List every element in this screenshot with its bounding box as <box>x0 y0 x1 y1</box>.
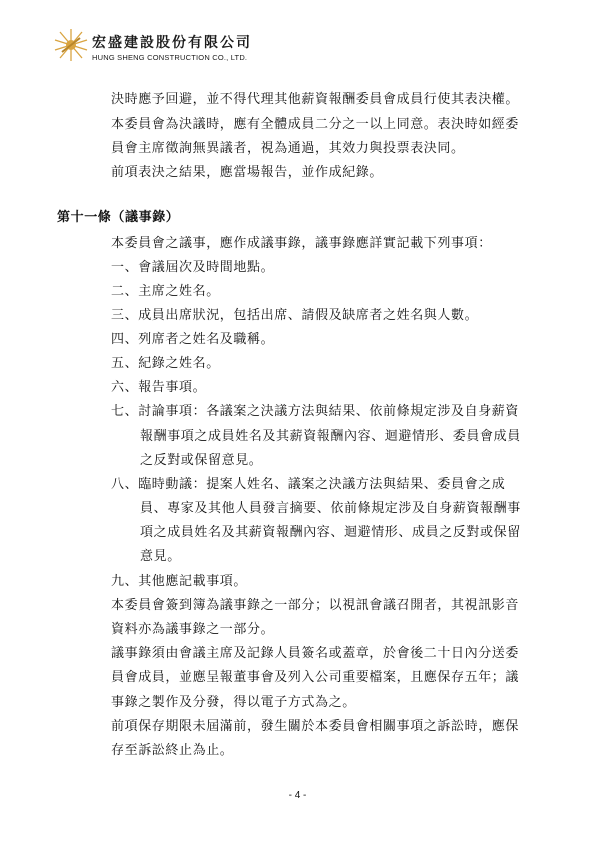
article-title: 第十一條（議事錄） <box>57 210 180 225</box>
list-item: 二、主席之姓名。 <box>111 284 220 299</box>
list-item: 八、臨時動議：提案人姓名、議案之決議方法與結果、委員會之成 <box>111 477 506 492</box>
company-name-english: HUNG SHENG CONSTRUCTION CO., LTD. <box>92 53 248 62</box>
body-line: 事錄之製作及分發，得以電子方式為之。 <box>111 695 356 710</box>
document-header <box>54 28 294 68</box>
body-line: 員會成員，並應呈報董事會及列入公司重要檔案，且應保存五年；議 <box>111 670 520 685</box>
list-item: 九、其他應記載事項。 <box>111 574 248 589</box>
page-number: - 4 - <box>288 790 307 801</box>
body-line: 本委員會之議事，應作成議事錄，議事錄應詳實記載下列事項： <box>111 236 492 251</box>
body-line: 本委員會為決議時，應有全體成員二分之一以上同意。表決時如經委 <box>111 117 520 132</box>
list-item-continuation: 之反對或保留意見。 <box>140 453 263 468</box>
list-item: 三、成員出席狀況，包括出席、請假及缺席者之姓名與人數。 <box>111 308 479 323</box>
list-item-continuation: 報酬事項之成員姓名及其薪資報酬內容、迴避情形、委員會成員 <box>140 429 521 444</box>
body-line: 決時應予回避，並不得代理其他薪資報酬委員會成員行使其表決權。 <box>111 92 520 107</box>
list-item: 六、報告事項。 <box>111 380 207 395</box>
list-item-continuation: 意見。 <box>140 549 181 564</box>
body-line: 員會主席徵詢無異議者，視為通過，其效力與投票表決同。 <box>111 141 465 156</box>
body-line: 本委員會簽到簿為議事錄之一部分；以視訊會議召開者，其視訊影音 <box>111 598 520 613</box>
list-item: 一、會議屆次及時間地點。 <box>111 260 275 275</box>
list-item: 四、列席者之姓名及職稱。 <box>111 332 275 347</box>
body-line: 前項表決之結果，應當場報告，並作成紀錄。 <box>111 165 384 180</box>
company-name-chinese: 宏盛建設股份有限公司 <box>92 35 252 51</box>
sunburst-logo-icon <box>54 28 88 62</box>
body-line: 議事錄須由會議主席及記錄人員簽名或蓋章，於會後二十日內分送委 <box>111 646 520 661</box>
body-line: 存至訴訟終止為止。 <box>111 743 234 758</box>
list-item-continuation: 員、專家及其他人員發言摘要、依前條規定涉及自身薪資報酬事 <box>140 501 521 516</box>
list-item: 七、討論事項：各議案之決議方法與結果、依前條規定涉及自身薪資 <box>111 404 520 419</box>
list-item-continuation: 項之成員姓名及其薪資報酬內容、迴避情形、成員之反對或保留 <box>140 525 521 540</box>
list-item: 五、紀錄之姓名。 <box>111 356 220 371</box>
body-line: 前項保存期限未屆滿前，發生關於本委員會相關事項之訴訟時，應保 <box>111 719 520 734</box>
body-line: 資料亦為議事錄之一部分。 <box>111 622 275 637</box>
